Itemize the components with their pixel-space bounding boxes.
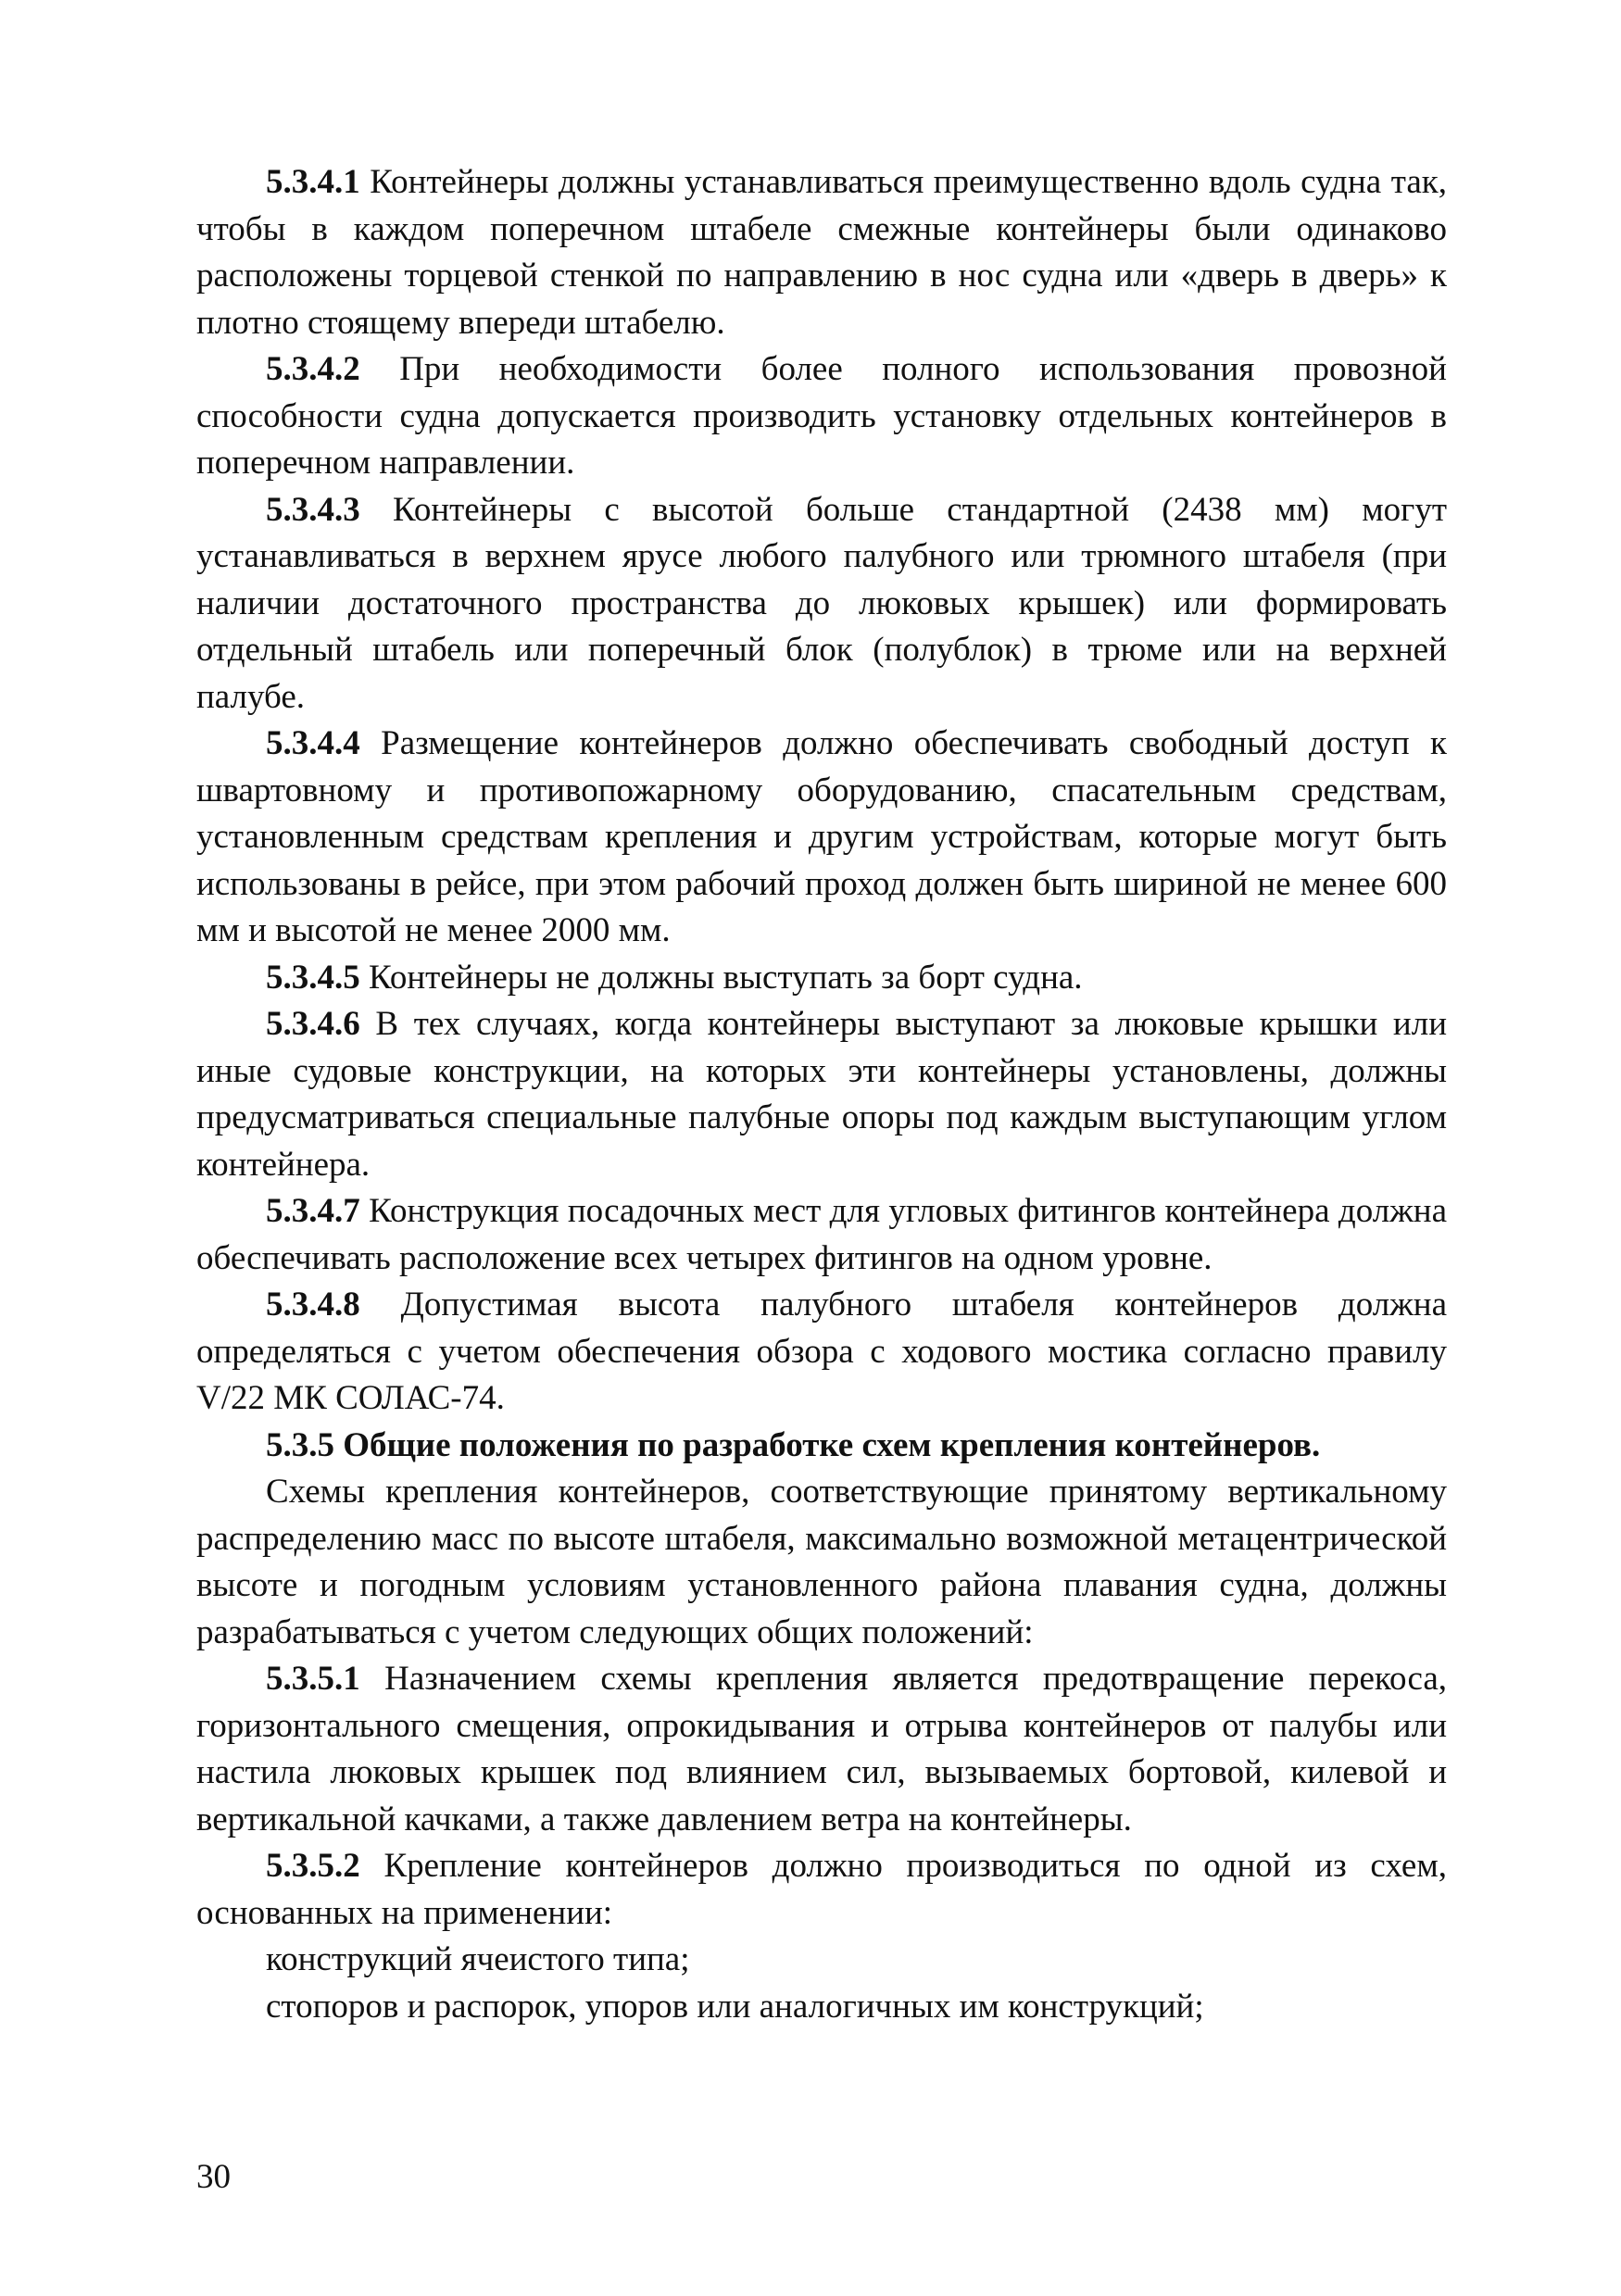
section-heading-5-3-5: 5.3.5 Общие положения по разработке схем крепления контейнеров. [266,1425,1321,1464]
clause-text: Допустимая высота палубного штабеля контейнеров должна определяться с учетом обеспечения обзора с ходового мостика согласно правилу V/22 МК СОЛАС-74. [196,1286,1447,1417]
clause-number: 5.3.4.6 [266,1005,360,1043]
paragraph-5-3-5-2 [196,1843,1447,1937]
paragraph-5-3-4-8 [196,1282,1447,1423]
paragraph-5-3-4-7 [196,1188,1447,1282]
body-text [196,159,1447,2030]
clause-text: Крепление контейнеров должно производиться по одной из схем, основанных на применении: [196,1847,1447,1932]
clause-text: Контейнеры должны устанавливаться преимущественно вдоль судна так, чтобы в каждом поперечном штабеле смежные контейнеры были одинаково расположены торцевой стенкой по направлению в нос судна или «дверь в дверь» к плотно стоящему впереди штабелю. [196,163,1447,342]
paragraph-5-3-5-1 [196,1656,1447,1843]
clause-number: 5.3.4.1 [266,163,360,201]
clause-text: Назначением схемы крепления является предотвращение перекоса, горизонтального смещения, опрокидывания и отрыва контейнеров от палубы или настила люковых крышек под влиянием сил, вызываемых бортовой, килевой и вертикальной качками, а также давлением ветра на контейнеры. [196,1660,1447,1838]
list-item: конструкций ячеистого типа; [266,1940,690,1978]
clause-number: 5.3.4.5 [266,958,360,997]
clause-text: Контейнеры не должны выступать за борт судна. [359,958,1083,997]
clause-number: 5.3.4.7 [266,1192,360,1230]
clause-text: В тех случаях, когда контейнеры выступают за люковые крышки или иные судовые конструкции, на которых эти контейнеры установлены, должны предусматриваться специальные палубные опоры под каждым выступающим углом контейнера. [196,1005,1447,1184]
clause-number: 5.3.5.2 [266,1847,360,1885]
clause-number: 5.3.4.3 [266,490,360,529]
clause-text: Размещение контейнеров должно обеспечивать свободный доступ к швартовному и противопожарному оборудованию, спасательным средствам, установленным средствам крепления и другим устройствам, которые могут быть использованы в рейсе, при этом рабочий проход должен быть шириной не менее 600 мм и высотой не менее 2000 мм. [196,724,1447,949]
paragraph-5-3-4-3 [196,487,1447,721]
clause-number: 5.3.5.1 [266,1660,360,1698]
clause-number: 5.3.4.2 [266,350,360,388]
list-item: стопоров и распорок, упоров или аналогичных им конструкций; [266,1987,1204,2026]
paragraph-5-3-4-4 [196,721,1447,955]
clause-text: Контейнеры с высотой больше стандартной (2438 мм) могут устанавливаться в верхнем ярусе любого палубного или трюмного штабеля (при наличии достаточного пространства до люковых крышек) или формировать отдельный штабель или поперечный блок (полублок) в трюме или на верхней палубе. [196,490,1447,716]
clause-number: 5.3.4.8 [266,1286,360,1324]
section-intro: Схемы крепления контейнеров, соответствующие принятому вертикальному распределению масс по высоте штабеля, максимально возможной метацентрической высоте и погодным условиям установленного района плавания судна, должны разрабатываться с учетом следующих общих положений: [196,1473,1447,1651]
paragraph-5-3-4-1 [196,159,1447,346]
paragraph-5-3-4-6 [196,1001,1447,1188]
paragraph-5-3-4-5 [196,955,1447,1002]
page-number: 30 [196,2158,231,2196]
clause-text: Конструкция посадочных мест для угловых фитингов контейнера должна обеспечивать расположение всех четырех фитингов на одном уровне. [196,1192,1447,1277]
paragraph-5-3-4-2 [196,346,1447,487]
clause-text: При необходимости более полного использования провозной способности судна допускается производить установку отдельных контейнеров в поперечном направлении. [196,350,1447,482]
clause-number: 5.3.4.4 [266,724,360,762]
